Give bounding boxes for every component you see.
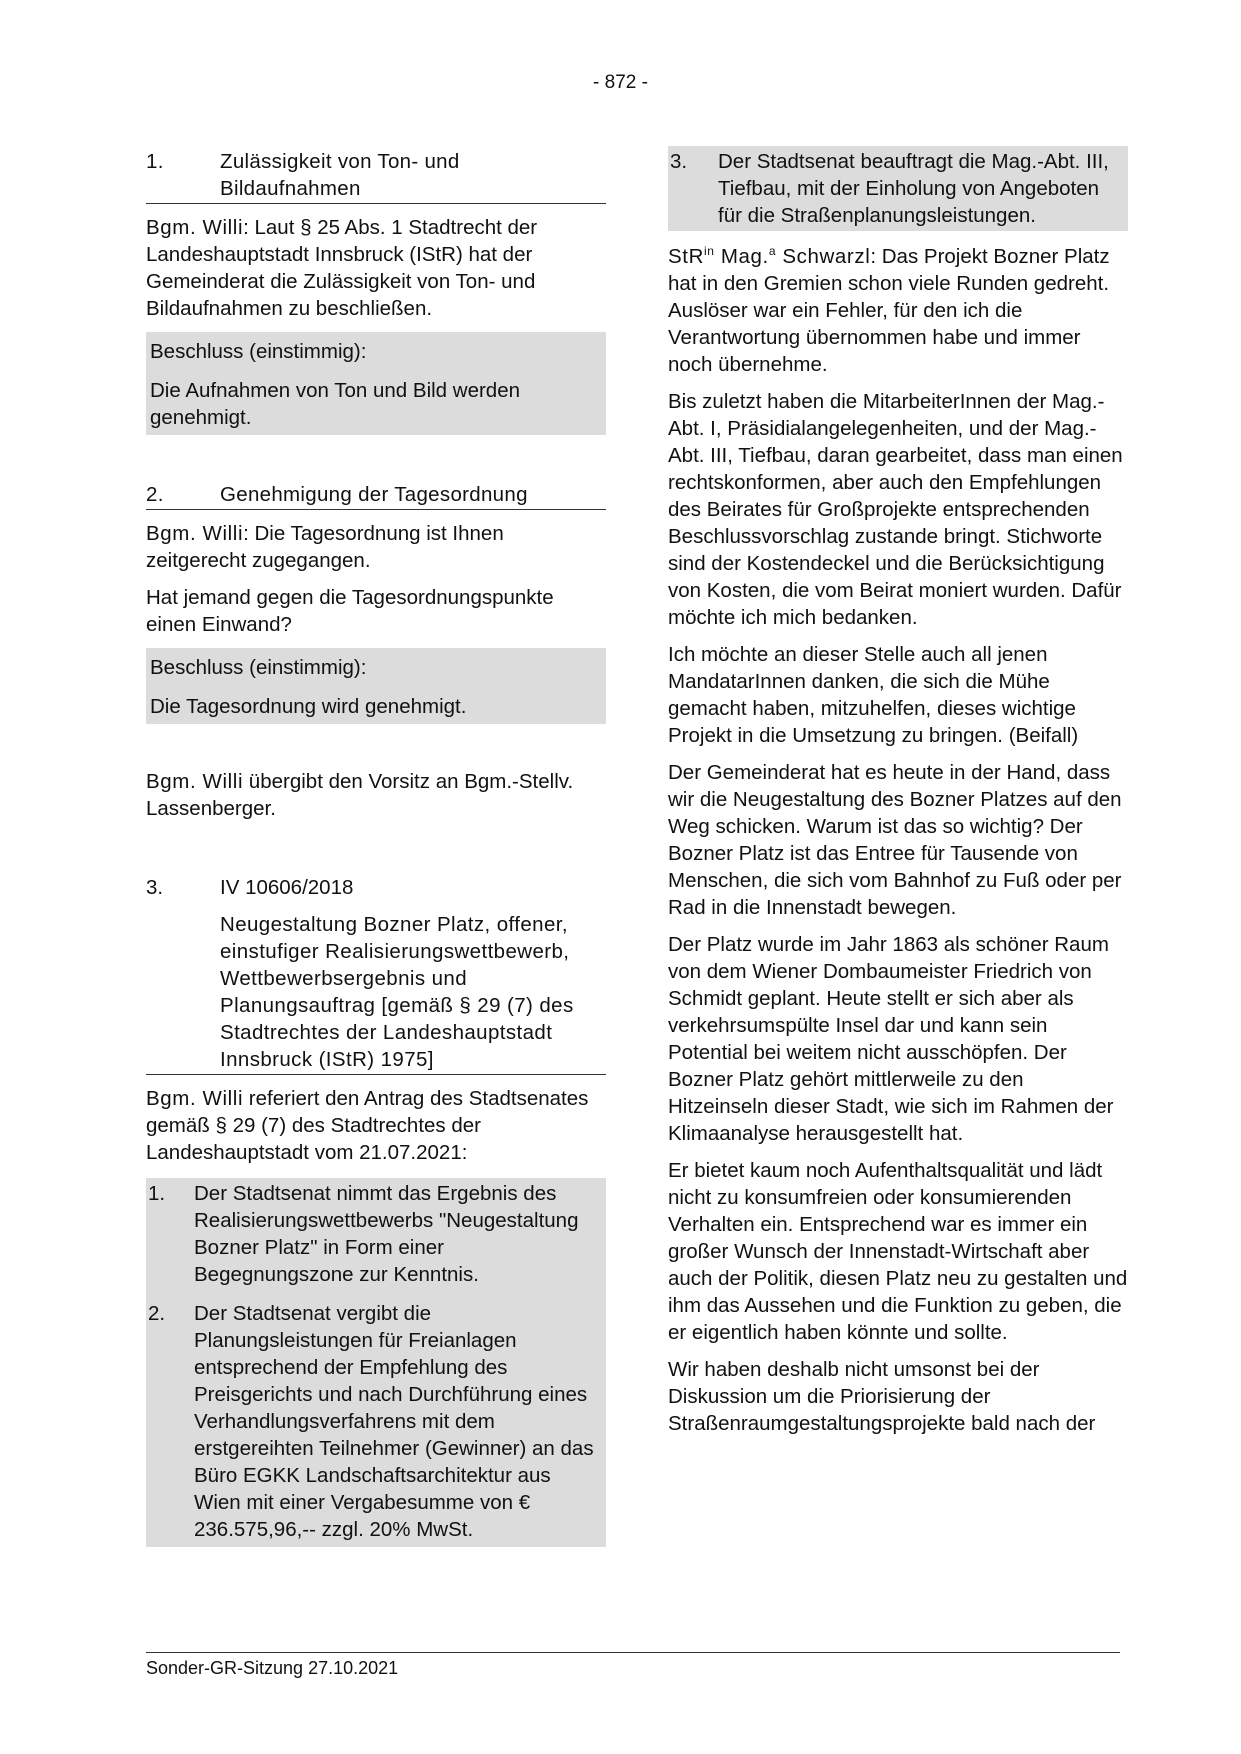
speaker: StR$^{in}$ Mag.$^a$ Schwarzl: [668, 244, 871, 268]
speaker: Bgm. Willi: [146, 216, 244, 239]
resolution-text: Die Aufnahmen von Ton und Bild werden genehmigt.: [150, 379, 521, 429]
section-3-heading: [146, 911, 606, 1075]
resolution-text: Die Tagesordnung wird genehmigt.: [150, 695, 467, 718]
section-2-resolution: [146, 648, 606, 724]
list-item-number: 1.: [148, 1182, 166, 1205]
motion-item-3: [668, 146, 1128, 231]
list-item: [148, 1300, 602, 1543]
section-3-ref-row: [146, 874, 606, 901]
statement-text: referiert den Antrag des Stadtsenates gemäß § 29 (7) des Stadtrechtes der Landeshauptstadt vom 21.07.2021:: [146, 1087, 589, 1164]
section-3-title: Neugestaltung Bozner Platz, offener, einstufiger Realisierungswettbewerb, Wettbewerbsergebnis und Planungsauftrag [gemäß § 29 (7) des Stadtrechtes der Landeshauptstadt Innsbruck (IStR) 1975]: [220, 913, 574, 1071]
section-1-resolution: [146, 332, 606, 435]
list-item-text: Der Stadtsenat beauftragt die Mag.-Abt. III, Tiefbau, mit der Einholung von Angeboten für die Straßenplanungsleistungen.: [718, 150, 1109, 227]
page-number: - 872 -: [593, 72, 648, 93]
section-3-statement: [146, 1085, 606, 1166]
speech-paragraph-7: Wir haben deshalb nicht umsonst bei der Diskussion um die Priorisierung der Straßenraumgestaltungsprojekte bald nach der: [668, 1358, 1096, 1435]
speaker: Bgm. Willi: [146, 522, 244, 545]
section-2-question: Hat jemand gegen die Tagesordnungspunkte einen Einwand?: [146, 586, 554, 636]
speech-paragraph-5: Der Platz wurde im Jahr 1863 als schöner Raum von dem Wiener Dombaumeister Friedrich von Schmidt geplant. Heute stellt er sich aber als verkehrsumspülte Insel dar und kann sein Potential bei weitem nicht ausschöpfen. Der Bozner Platz gehört mittlerweile zu den Hitzeinseln dieser Stadt, wie sich im Rahmen der Klimaanalyse herausgestellt hat.: [668, 933, 1114, 1145]
left-column: [146, 148, 606, 1547]
speech-paragraph-2: Bis zuletzt haben die MitarbeiterInnen der Mag.-Abt. I, Präsidialangelegenheiten, und der Mag.-Abt. III, Tiefbau, daran gearbeitet, dass man einen rechtskonformen, aber auch den Empfehlungen des Beirates für Großprojekte entsprechenden Beschlussvorschlag zustande bringt. Stichworte sind der Kostendeckel und die Berücksichtigung von Kosten, die vom Beirat moniert wurden. Dafür möchte ich mich bedanken.: [668, 390, 1123, 629]
section-2-title: Genehmigung der Tagesordnung: [220, 483, 528, 506]
list-item-text: Der Stadtsenat nimmt das Ergebnis des Realisierungswettbewerbs "Neugestaltung Bozner Platz" in Form einer Begegnungszone zur Kenntnis.: [194, 1182, 579, 1286]
section-3-number: 3.: [146, 876, 164, 899]
speech-paragraph-1: [668, 243, 1128, 378]
section-2-statement: [146, 520, 606, 574]
speech-paragraph-4: Der Gemeinderat hat es heute in der Hand, dass wir die Neugestaltung des Bozner Platzes auf den Weg schicken. Warum ist das so wichtig? Der Bozner Platz ist das Entree für Tausende von Menschen, die sich vom Bahnhof zu Fuß oder per Rad in die Innenstadt bewegen.: [668, 761, 1122, 919]
speech-paragraph-3: Ich möchte an dieser Stelle auch all jenen MandatarInnen danken, die sich die Mühe gemacht haben, mitzuhelfen, dieses wichtige Projekt in die Umsetzung zu bringen. (Beifall): [668, 643, 1079, 747]
statement-text: übergibt den Vorsitz an Bgm.-Stellv. Lassenberger.: [146, 770, 574, 820]
section-1-heading: [146, 148, 606, 204]
section-1-statement: [146, 214, 606, 322]
section-1-number: 1.: [146, 150, 164, 173]
footer-divider: [146, 1652, 1120, 1653]
speaker: Bgm. Willi: [146, 1087, 244, 1110]
statement-text: : Die Tagesordnung ist Ihnen zeitgerecht zugegangen.: [146, 522, 504, 572]
list-item-number: 3.: [670, 150, 688, 173]
handover-statement: [146, 768, 606, 822]
section-3-reference: IV 10606/2018: [220, 876, 354, 899]
section-2-number: 2.: [146, 483, 164, 506]
statement-text: : Das Projekt Bozner Platz hat in den Gremien schon viele Runden gedreht. Auslöser war ein Fehler, für den ich die Verantwortung übernommen habe und immer noch übernehme.: [668, 245, 1110, 376]
statement-text: : Laut § 25 Abs. 1 Stadtrecht der Landeshauptstadt Innsbruck (IStR) hat der Gemeinderat die Zulässigkeit von Ton- und Bildaufnahmen zu beschließen.: [146, 216, 538, 320]
section-2-heading: [146, 481, 606, 510]
footer-text: Sonder-GR-Sitzung 27.10.2021: [146, 1658, 399, 1678]
resolution-heading: Beschluss (einstimmig):: [150, 340, 367, 363]
section-1-title: Zulässigkeit von Ton- und Bildaufnahmen: [220, 150, 460, 200]
list-item: [148, 1180, 602, 1288]
right-column: [668, 146, 1128, 1437]
speech-paragraph-6: Er bietet kaum noch Aufenthaltsqualität und lädt nicht zu konsumfreien oder konsumierenden Verhalten ein. Entsprechend war es immer ein großer Wunsch der Innenstadt-Wirtschaft aber auch der Politik, diesen Platz neu zu gestalten und ihm das Aussehen und die Funktion zu geben, die er eigentlich haben könnte und sollte.: [668, 1159, 1128, 1344]
list-item-number: 2.: [148, 1302, 166, 1325]
speaker: Bgm. Willi: [146, 770, 244, 793]
motion-list: [146, 1178, 606, 1547]
resolution-heading: Beschluss (einstimmig):: [150, 656, 367, 679]
list-item-text: Der Stadtsenat vergibt die Planungsleistungen für Freianlagen entsprechend der Empfehlung des Preisgerichts und nach Durchführung eines Verhandlungsverfahrens mit dem erstgereihten Teilnehmer (Gewinner) an das Büro EGKK Landschaftsarchitektur aus Wien mit einer Vergabesumme von € 236.575,96,-- zzgl. 20% MwSt.: [194, 1302, 594, 1541]
